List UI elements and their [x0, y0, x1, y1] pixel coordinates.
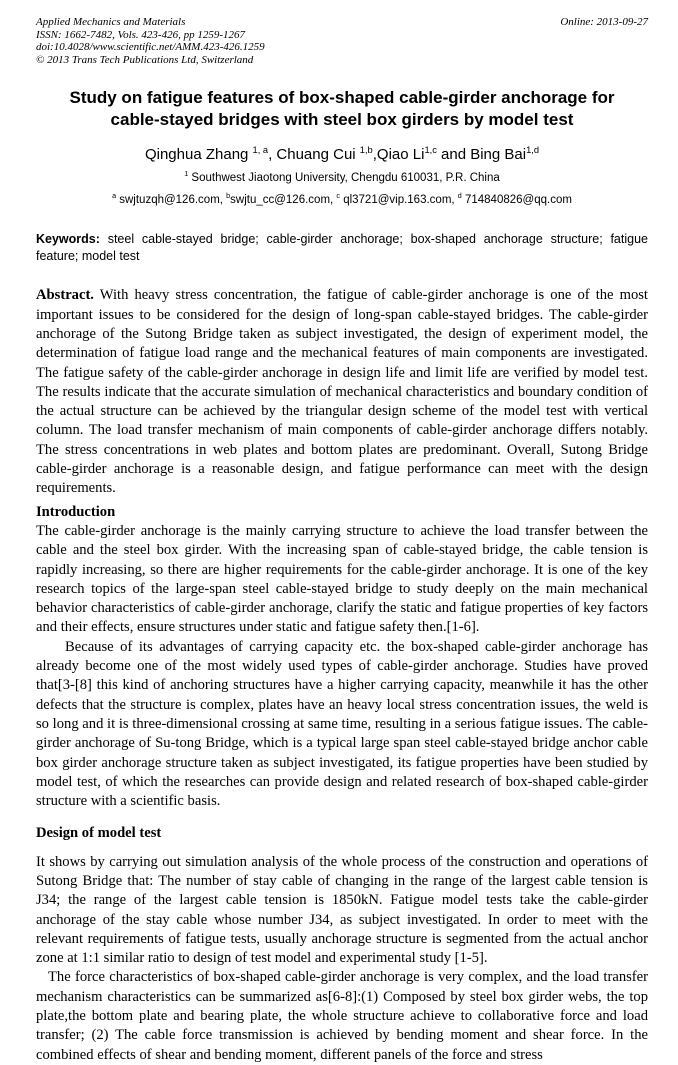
- email-superscript: d: [457, 192, 462, 201]
- author-name: Qinghua Zhang: [144, 146, 253, 164]
- author-superscript: 1,c: [424, 145, 437, 156]
- email-address: swjtuzqh@126.com,: [119, 194, 227, 207]
- paragraph: It shows by carrying out simulation analysis of the whole process of the construction and operations of Sutong Bridge that: The number of stay cable of changing in the range of the largest cable tension is J34; the range of the largest cable tension is 1850kN. Fatigue model tests take the cable-girder anchorage of the stay cable whose number J34, as subject investigated. In order to meet with the relevant requirements of fatigue tests, usually anchorage structure is segmented from the actual anchor zone at 1:1 similar ratio to design of test model and experimental study [1-5].: [36, 853, 648, 967]
- email-superscript: b: [226, 192, 231, 201]
- emails-line: [36, 194, 648, 206]
- journal-info-block: [36, 16, 265, 66]
- paragraph: Because of its advantages of carrying capacity etc. the box-shaped cable-girder anchorage has already become one of the most widely used types of cable-girder anchorage. Studies have proved that[3-[8] this kind of anchoring structures have a higher carrying capacity, meanwhile it has the other defects that the structure is complex, plates have an heavy local stress concentration issues, the weld is so long and it is three-dimensional crossing at same time, resulting in a serious fatigue issues. The cable-girder anchorage of Su-tong Bridge, which is a typical large span steel cable-stayed bridge anchor cable box girder anchorage structure taken as subject investigated, its fatigue properties have been studied by model test, of which the researches can provide design and related research of box-shaped cable-girder structure with a scientific basis.: [36, 638, 648, 810]
- email-superscript: a: [112, 192, 117, 201]
- email-address: 714840826@qq.com: [464, 194, 572, 207]
- keywords-line: [36, 231, 648, 265]
- keywords-label: Keywords:: [36, 232, 100, 247]
- abstract-paragraph: [36, 286, 648, 498]
- paper-title: Study on fatigue features of box-shaped cable-girder anchorage for cable-stayed bridges with steel box girders by model test: [69, 88, 615, 130]
- journal-header: [36, 16, 648, 66]
- keywords-text: steel cable-stayed bridge; cable-girder anchorage; box-shaped anchorage structure; fatigue feature; model test: [36, 232, 648, 264]
- author-superscript: 1,b: [359, 145, 373, 156]
- authors-line: [36, 146, 648, 163]
- paragraph: The cable-girder anchorage is the mainly carrying structure to achieve the load transfer between the cable and the steel box girder. With the increasing span of cable-stayed bridge, the cable tension is rapidly increasing, so there are higher requirements for the cable-girder anchorage. It is one of the key research topics of the large-span steel cable-stayed bridge to study deeply on the main mechanical behavior characteristics of cable-girder anchorage, clarify the static and fatigue properties of key factors and their effects, ensure structures under static and fatigue safety then.[1-6].: [36, 522, 648, 636]
- section-heading: Design of model test: [36, 825, 162, 842]
- email-address: swjtu_cc@126.com,: [230, 194, 337, 207]
- author-name: , Chuang Cui: [268, 146, 360, 164]
- journal-doi-line: doi:10.4028/www.scientific.net/AMM.423-426.1259: [36, 41, 265, 54]
- paragraph: The force characteristics of box-shaped cable-girder anchorage is very complex, and the load transfer mechanism characteristics can be summarized as[6-8]:(1) Composed by steel box girder webs, the top plate,the bottom plate and bearing plate, the whole structure achieve to collaborative force and load transfer; (2) The cable force transmission is achieved by bending moment and shear force. In the combined effects of shear and bending moment, different panels of the force and stress: [36, 969, 648, 1063]
- author-name: and Bing Bai: [436, 146, 527, 164]
- journal-copyright-line: © 2013 Trans Tech Publications Ltd, Switzerland: [36, 53, 254, 66]
- abstract-text: With heavy stress concentration, the fatigue of cable-girder anchorage is one of the most important issues to be considered for the design of long-span cable-stayed bridges. The cable-girder anchorage of the Sutong Bridge taken as subject investigated, the design of experiment model, the determination of fatigue load range and the mechanical features of main components are investigated. The fatigue safety of the cable-girder anchorage in design life and limit life are verified by model test. The results indicate that the accurate simulation of mechanical characteristics and boundary condition of the actual structure can be achieved by the triangular design scheme of the model test with vertical column. The load transfer mechanism of main components of cable-girder anchorage differs notably. The stress concentrations in web plates and bottom plates are predominant. Overall, Sutong Bridge cable-girder anchorage is a reasonable design, and fatigue performance can meet with the design requirements.: [36, 287, 648, 497]
- email-superscript: c: [336, 192, 340, 201]
- online-date: Online: 2013-09-27: [560, 16, 648, 28]
- affiliation-text: Southwest Jiaotong University, Chengdu 610031, P.R. China: [191, 172, 500, 185]
- abstract-label: Abstract.: [36, 287, 94, 304]
- author-superscript: 1,d: [526, 145, 540, 156]
- section-heading: Introduction: [36, 503, 116, 520]
- author-name: ,Qiao Li: [372, 146, 425, 164]
- affiliation-line: [36, 172, 648, 184]
- journal-name: Applied Mechanics and Materials: [36, 16, 186, 28]
- section-design-of-model-test: [36, 824, 648, 1065]
- section-introduction: [36, 503, 648, 812]
- journal-issn-line: ISSN: 1662-7482, Vols. 423-426, pp 1259-1267: [36, 28, 245, 41]
- author-superscript: 1, a: [252, 145, 269, 156]
- email-address: ql3721@vip.163.com,: [343, 194, 458, 207]
- affiliation-superscript: 1: [184, 170, 189, 179]
